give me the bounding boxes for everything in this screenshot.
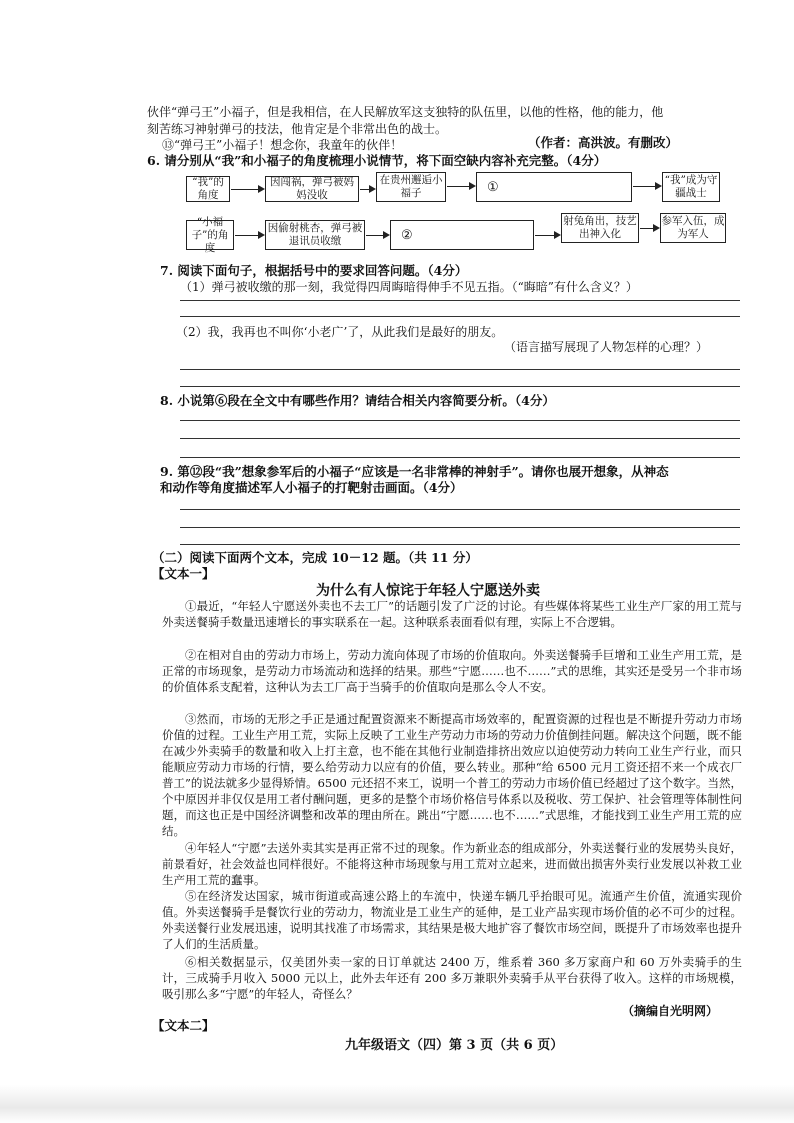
answer-line	[180, 438, 740, 439]
text-1-label: 【文本一】	[152, 566, 215, 581]
answer-line	[180, 316, 740, 317]
question-7-1: （1）弹弓被收缴的那一刻，我觉得四周晦暗得伸手不见五指。（“晦暗”有什么含义？）	[180, 280, 638, 294]
author-credit: （作者：高洪波。有删改）	[528, 135, 679, 150]
paragraph-2: ②在相对自由的劳动力市场上，劳动力流向体现了市场的价值取向。外卖送餐骑手巨增和工业生产用工荒，是正常的市场现象，是劳动力市场流动和选择的结果。那些“宁愿……也不……”式的思维，其实还是受另一个非市场的价值体系支配着，这种认为去工厂高于当骑手的价值取向是那么令人不安。	[162, 648, 742, 694]
flow-arrow	[366, 235, 388, 236]
paragraph-5: ⑤在经济发达国家，城市街道或高速公路上的车流中，快递车辆几乎抬眼可见。流通产生价值，流通实现价值。外卖送餐骑手是餐饮行业的劳动力，物流业是工业生产的延伸，是工业产品实现市场价值的必不可少的过程。外卖送餐行业发展迅速，说明其找准了市场需求，其结果是极大地扩容了餐饮市场空间，既提升了市场效率也提升了人们的生活质量。	[162, 889, 742, 951]
flow-box-r1-5: “我”成为守疆战士	[662, 172, 720, 202]
answer-line	[180, 544, 740, 545]
source-credit: （摘编自光明网）	[622, 1004, 719, 1018]
question-7-2-note: （语言描写展现了人物怎样的心理？）	[504, 340, 709, 354]
blank-box-2: ②	[390, 220, 534, 250]
flow-box-r2-4: 射兔角出，技艺出神入化	[561, 213, 639, 243]
paragraph-4: ④年轻人“宁愿”去送外卖其实是再正常不过的现象。作为新业态的组成部分，外卖送餐行业的发展势头良好，前景看好，社会效益也同样很好。不能将这种市场现象与用工荒对立起来，进而做出损害外卖行业发展以补救工业生产用工荒的蠢事。	[162, 841, 742, 887]
flow-arrow	[633, 186, 660, 187]
flow-arrow	[535, 235, 559, 236]
page-footer: 九年级语文（四）第 3 页（共 6 页）	[345, 1038, 564, 1053]
section-2-header: （二）阅读下面两个文本，完成 10－12 题。（共 11 分）	[152, 550, 478, 565]
question-6: 6. 请分别从“我”和小福子的角度梳理小说情节，将下面空缺内容补充完整。（4分）	[147, 153, 607, 168]
paragraph-6: ⑥相关数据显示，仅美团外卖一家的日订单就达 2400 万，维系着 360 多万家商户和 60 万外卖骑手的生计，三成骑手月收入 5000 元以上，此外去年还有 200 多万兼职外卖骑手从平台获得了收入。这样的市场规模，吸引那么多“宁愿”的年轻人，奇怪么？	[162, 955, 742, 1001]
flow-box-r2-1: “小福子”的角度	[186, 220, 234, 250]
article-title: 为什么有人惊诧于年轻人宁愿送外卖	[316, 583, 540, 599]
story-line-2: 刻苦练习神射弹弓的技法，他肯定是个非常出色的战士。	[147, 122, 448, 136]
answer-line	[180, 527, 740, 528]
flow-box-r1-3: 在贵州邂逅小福子	[376, 172, 446, 202]
question-7-2: （2）我，我再也不叫你‘小老广’了，从此我们是最好的朋友。	[176, 325, 504, 339]
flow-box-r1-1: “我”的角度	[186, 176, 230, 202]
story-line-1: 伙伴“弹弓王”小福子，但是我相信，在人民解放军这支独特的队伍里，以他的性格，他的能力，他	[147, 105, 664, 119]
question-9-line-2: 和动作等角度描述军人小福子的打靶射击画面。（4分）	[160, 480, 463, 495]
answer-line	[180, 300, 740, 301]
answer-line	[180, 420, 740, 421]
answer-line	[180, 509, 740, 510]
flow-arrow	[231, 189, 263, 190]
flow-box-r2-2: 因偷射桃杏，弹弓被退讯员收缴	[265, 220, 365, 250]
story-line-3: ⑬“弹弓王”小福子！想念你，我童年的伙伴！	[162, 138, 403, 152]
paragraph-1: ①最近，“年轻人宁愿送外卖也不去工厂”的话题引发了广泛的讨论。有些媒体将某些工业生产厂家的用工荒与外卖送餐骑手数量迅速增长的事实联系在一起。这种联系表面看似有理，实际上不合逻辑。	[162, 599, 742, 629]
flow-box-r2-5: 参军入伍，成为军人	[660, 213, 726, 243]
question-8: 8. 小说第⑥段在全文中有哪些作用？请结合相关内容简要分析。（4分）	[160, 393, 555, 408]
question-7: 7. 阅读下面句子，根据括号中的要求回答问题。（4分）	[160, 263, 468, 278]
question-9-line-1: 9. 第⑫段“我”想象参军后的小福子“应该是一名非常棒的神射手”。请你也展开想象，从神态	[160, 464, 669, 479]
answer-line	[180, 457, 740, 458]
answer-line	[180, 369, 740, 370]
scan-shadow	[0, 1085, 794, 1123]
flow-arrow	[360, 189, 374, 190]
flow-arrow	[235, 235, 263, 236]
paragraph-3: ③然而，市场的无形之手正是通过配置资源来不断提高市场效率的，配置资源的过程也是不断提升劳动力市场价值的过程。工业生产用工荒，实际上反映了工业生产劳动力市场的劳动力价值倒挂问题。解决这个问题，既不能在减少外卖骑手的数量和收入上打主意，也不能在其他行业制造排挤出效应以迫使劳动力转向工业生产行业，而只能顺应劳动力市场的行情，要么给劳动力以应有的价值，要么转业。那种“给 6500 元月工资还招不来一个成衣厂普工”的说法就多少显得矫情。6500 元还招不来工，说明一个普工的劳动力市场价值已经超过了这个数字。当然，个中原因并非仅仅是用工者付酬问题，更多的是整个市场价格信号体系以及税收、劳工保护、社会管理等体制性问题，而这也正是中国经济调整和改革的理由所在。跳出“宁愿……也不……”式思维，才能找到工业生产用工荒的应结。	[162, 712, 742, 838]
flow-box-r1-2: 因闯祸，弹弓被妈妈没收	[265, 176, 359, 202]
answer-line	[180, 386, 740, 387]
text-2-label: 【文本二】	[152, 1018, 215, 1033]
flow-arrow	[447, 186, 474, 187]
blank-box-1: ①	[476, 172, 632, 202]
flow-arrow	[640, 228, 658, 229]
